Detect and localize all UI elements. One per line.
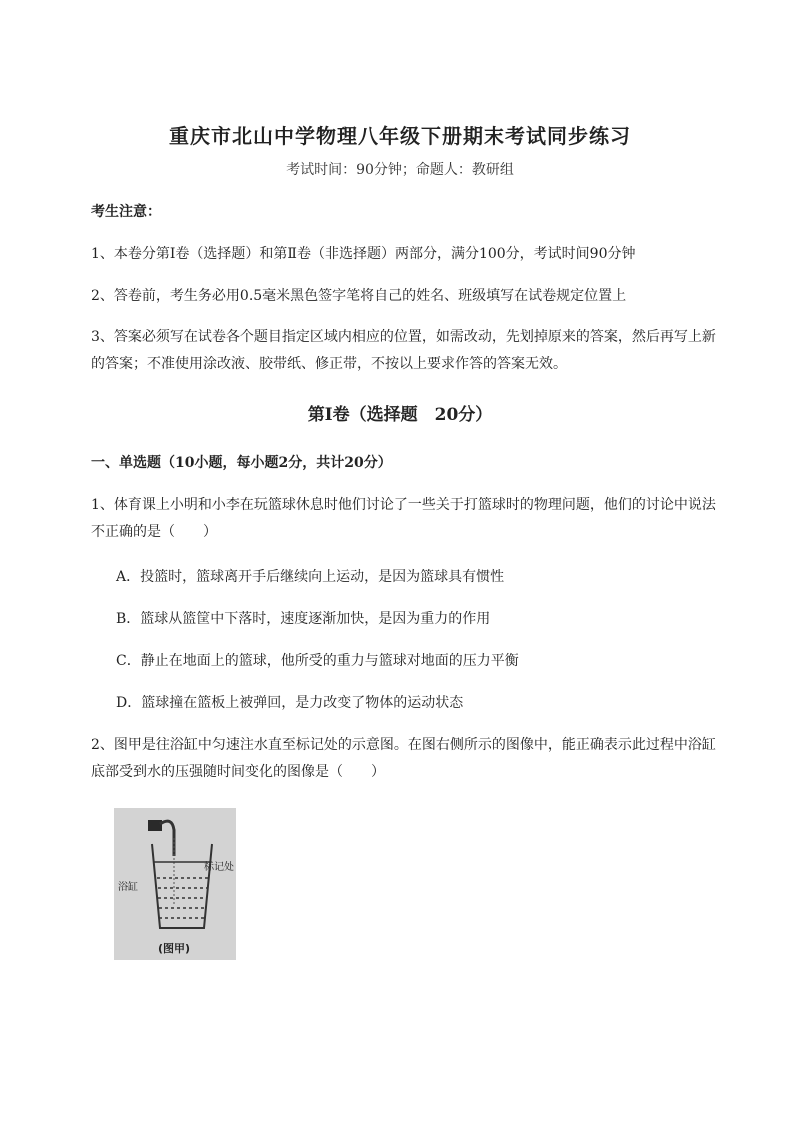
- figure-caption: (图甲): [158, 942, 191, 955]
- notice-item-2: 2、答卷前，考生务必用0.5毫米黑色签字笔将自己的姓名、班级填写在试卷规定位置上: [91, 288, 627, 304]
- question-1-option-c: C．静止在地面上的篮球，他所受的重力与篮球对地面的压力平衡: [116, 653, 519, 669]
- section-title: 第I卷（选择题 20分）: [307, 405, 493, 425]
- question-1-option-b: B．篮球从篮筐中下落时，速度逐渐加快，是因为重力的作用: [116, 611, 491, 627]
- question-2-stem: 2、图甲是往浴缸中匀速注水直至标记处的示意图。在图右侧所示的图像中，能正确表示此过程中浴缸底部受到水的压强随时间变化的图像是（ ）: [91, 737, 716, 780]
- question-1-stem: 1、体育课上小明和小李在玩篮球休息时他们讨论了一些关于打篮球时的物理问题，他们的讨论中说法不正确的是（ ）: [91, 497, 716, 540]
- bathtub-figure: [114, 808, 236, 960]
- notice-item-3: 3、答案必须写在试卷各个题目指定区域内相应的位置，如需改动，先划掉原来的答案，然后再写上新的答案；不准使用涂改液、胶带纸、修正带，不按以上要求作答的答案无效。: [91, 329, 716, 372]
- bathtub-diagram: [114, 808, 236, 960]
- question-1-option-d: D．篮球撞在篮板上被弹回，是力改变了物体的运动状态: [116, 695, 464, 711]
- part-heading: 一、单选题（10小题，每小题2分，共计20分）: [91, 455, 392, 471]
- figure-label-mark: 标记处: [204, 862, 234, 873]
- exam-meta: 考试时间：90分钟；命题人：教研组: [286, 162, 514, 178]
- figure-label-tub: 浴缸: [118, 882, 138, 893]
- exam-title: 重庆市北山中学物理八年级下册期末考试同步练习: [169, 124, 631, 148]
- notice-heading: 考生注意：: [91, 204, 161, 220]
- question-1-option-a: A．投篮时，篮球离开手后继续向上运动，是因为篮球具有惯性: [116, 569, 505, 585]
- notice-item-1: 1、本卷分第I卷（选择题）和第Ⅱ卷（非选择题）两部分，满分100分，考试时间90分钟: [91, 246, 636, 262]
